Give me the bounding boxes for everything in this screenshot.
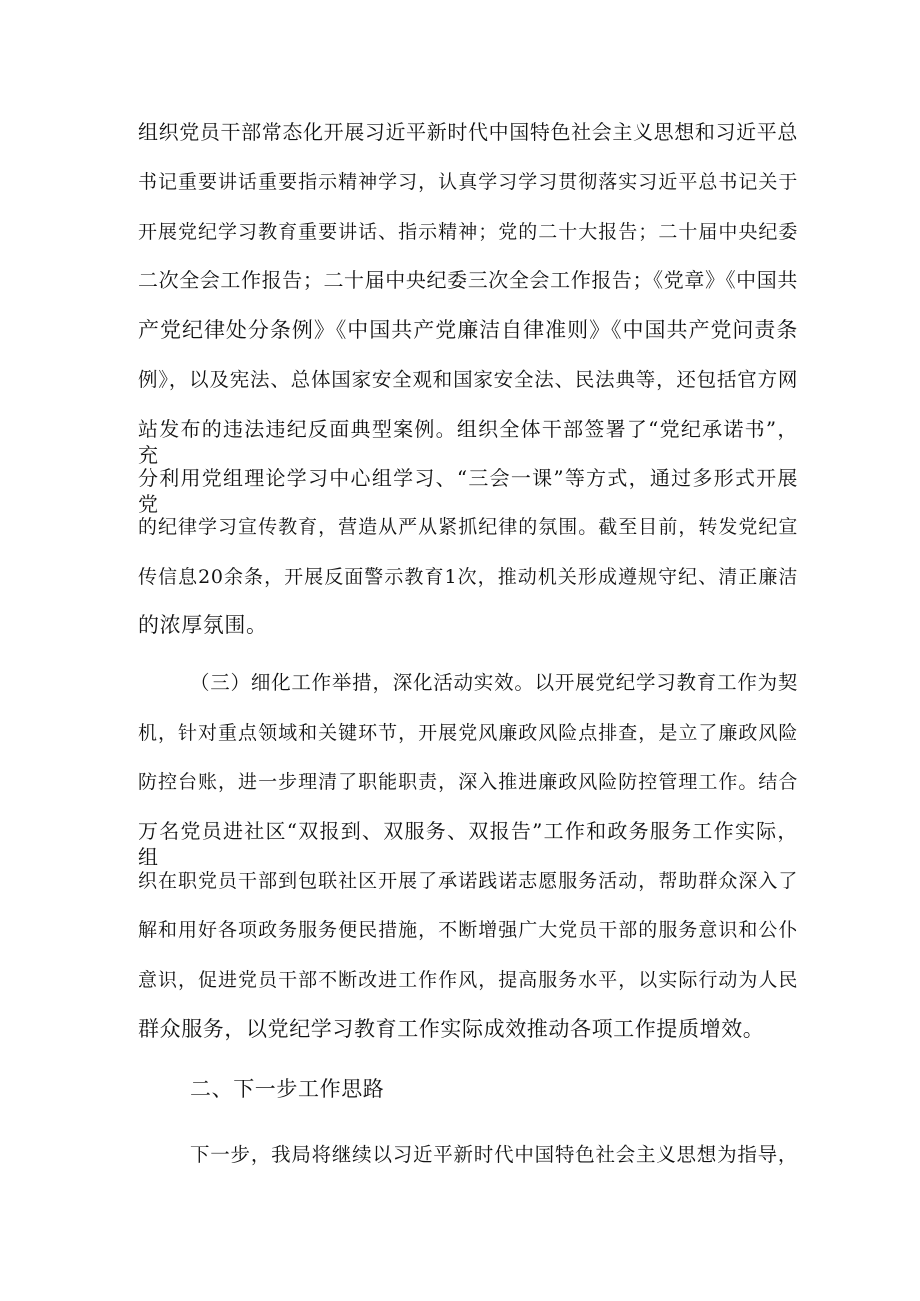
paragraph-3: 下一步，我局将继续以习近平新时代中国特色社会主义思想为指导， [190, 1143, 798, 1166]
text-line: 万名党员进社区“双报到、双服务、双报告”工作和政务服务工作实际，组 [138, 819, 798, 869]
text-line: 产党纪律处分条例》《中国共产党廉洁自律准则》《中国共产党问责条 [138, 318, 798, 342]
text-line: 开展党纪学习教育重要讲话、指示精神；党的二十大报告；二十届中央纪委 [138, 221, 798, 243]
section-heading: 二、下一步工作思路 [190, 1077, 385, 1101]
text-line: 传信息20余条，开展反面警示教育1次，推动机关形成遵规守纪、清正廉洁 [138, 566, 798, 588]
text-line: 例》，以及宪法、总体国家安全观和国家安全法、民法典等，还包括官方网 [138, 368, 798, 391]
text-line: 组织党员干部常态化开展习近平新时代中国特色社会主义思想和习近平总 [138, 120, 798, 144]
text-line: 的纪律学习宣传教育，营造从严从紧抓纪律的氛围。截至目前，转发党纪宣 [138, 516, 798, 538]
text-line: 分利用党组理论学习中心组学习、“三会一课”等方式，通过多形式开展党 [138, 466, 798, 516]
text-line: 群众服务，以党纪学习教育工作实际成效推动各项工作提质增效。 [138, 1017, 765, 1041]
text-line: 二次全会工作报告；二十届中央纪委三次全会工作报告；《党章》《中国共 [138, 268, 798, 292]
text-line: 的浓厚氛围。 [138, 613, 268, 637]
text-line: （三）细化工作举措，深化活动实效。以开展党纪学习教育工作为契 [190, 671, 798, 694]
text-line: 意识，促进党员干部不断改进工作作风，提高服务水平，以实际行动为人民 [138, 969, 798, 991]
text-line: 解和用好各项政务服务便民措施，不断增强广大党员干部的服务意识和公仆 [138, 919, 798, 941]
text-line: 站发布的违法违纪反面典型案例。组织全体干部签署了“党纪承诺书”，充 [138, 417, 798, 467]
text-line: 织在职党员干部到包联社区开展了承诺践诺志愿服务活动，帮助群众深入了 [138, 870, 798, 892]
text-line: 书记重要讲话重要指示精神学习，认真学习学习贯彻落实习近平总书记关于 [138, 171, 798, 193]
text-line: 防控台账，进一步理清了职能职责，深入推进廉政风险防控管理工作。结合 [138, 771, 798, 793]
text-line: 机，针对重点领域和关键环节，开展党风廉政风险点排查，是立了廉政风险 [138, 722, 798, 744]
